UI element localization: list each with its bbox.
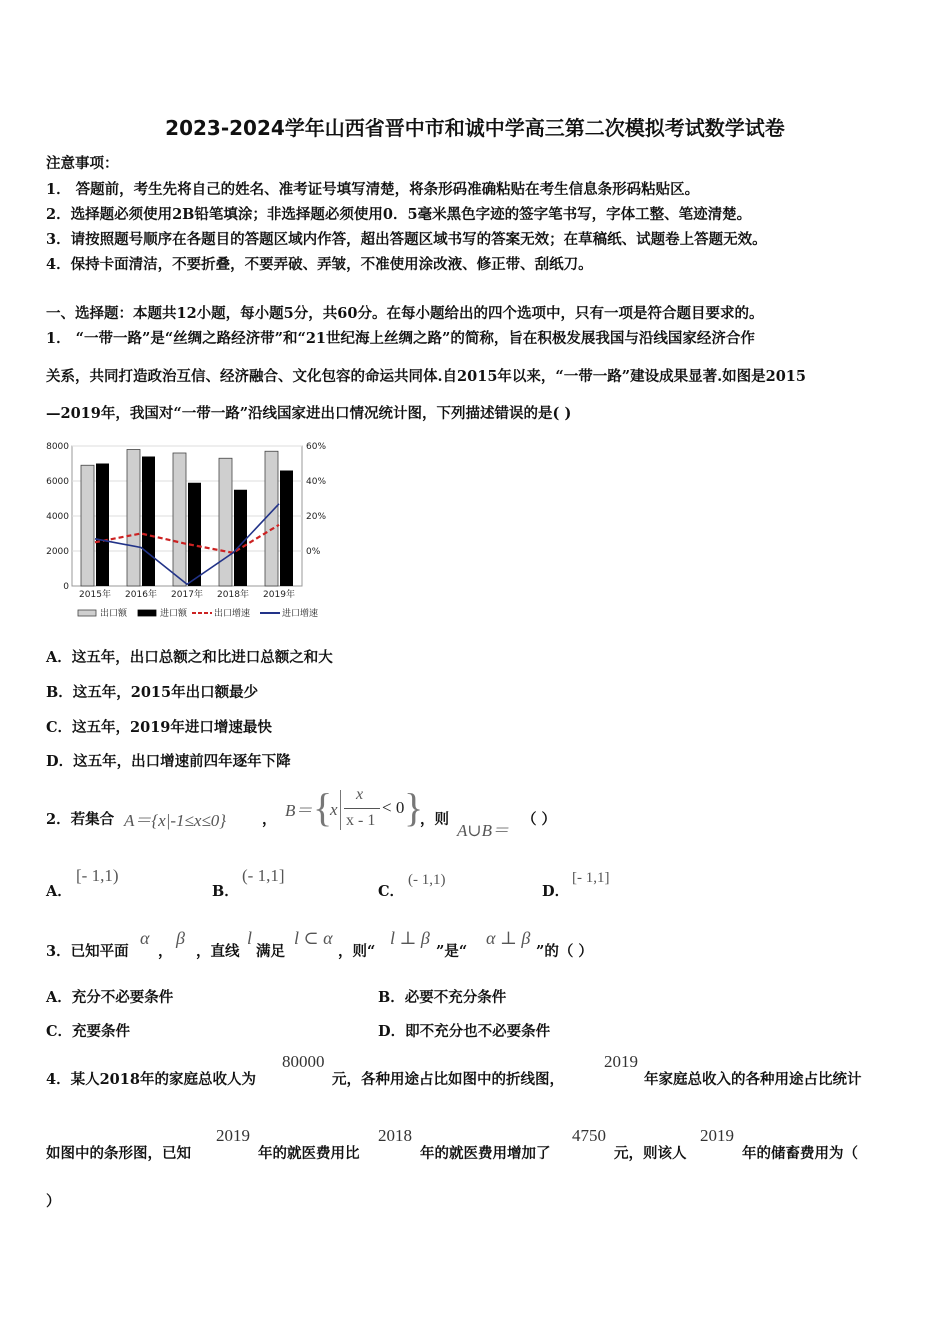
q2-frac-num: x [356, 786, 364, 803]
q3-alpha: α [140, 928, 150, 948]
q2-bar [340, 790, 341, 830]
q3-option-b[interactable]: B．必要不充分条件 [378, 989, 507, 1006]
category-label: 2015年 [79, 590, 111, 600]
notice-item: 2．选择题必须使用2B铅笔填涂；非选择题必须使用0．5毫米黑色字迹的签字笔书写，字体工整、笔迹清楚。 [46, 206, 752, 223]
q3-cond3: α ⊥ β [486, 928, 531, 948]
q3-part1: 3．已知平面 [46, 943, 129, 960]
legend-label: 出口额 [100, 609, 128, 619]
notice-heading: 注意事项： [46, 155, 119, 172]
q2-option-b-value[interactable]: (- 1,1] [242, 866, 285, 885]
q2-set-b-label: B＝ [285, 801, 313, 820]
q2-option-c-label[interactable]: C． [378, 883, 405, 900]
import-bar [96, 464, 109, 587]
q4-line1-part2: 元，各种用途占比如图中的折线图， [332, 1071, 564, 1088]
notice-item: 1． 答题前，考生先将自己的姓名、准考证号填写清楚，将条形码准确粘贴在考生信息条形码粘贴区。 [46, 181, 700, 198]
q3-part3: ，直线 [196, 943, 240, 960]
q2-union: A∪B＝ [457, 821, 510, 840]
right-tick-label: 0% [306, 547, 321, 557]
legend-label: 进口额 [160, 609, 188, 619]
left-tick-label: 8000 [46, 442, 69, 452]
q4-line1-part1: 4．某人2018年的家庭总收人为 [46, 1071, 256, 1088]
q2-prefix: 2．若集合 [46, 811, 115, 828]
q2-comma: ， [262, 811, 277, 828]
legend-label: 进口增速 [282, 609, 319, 619]
q3-part7: ”的（ ） [536, 943, 593, 960]
q4-line2-part2: 年的就医费用比 [258, 1145, 360, 1162]
q3-part2: ， [158, 943, 173, 960]
notice-item: 4．保持卡面清洁，不要折叠，不要弄破、弄皱，不准使用涂改液、修正带、刮纸刀。 [46, 256, 593, 273]
q2-option-a-value[interactable]: [- 1,1) [76, 866, 119, 885]
q4-line2-part1: 如图中的条形图，已知 [46, 1145, 191, 1162]
q2-brace-left: { [313, 785, 333, 830]
legend-label: 出口增速 [214, 609, 251, 619]
category-label: 2019年 [263, 590, 295, 600]
q3-option-a[interactable]: A．充分不必要条件 [46, 989, 174, 1006]
q4-line2-part5: 年的储畜费用为（ [742, 1145, 858, 1162]
import-bar [142, 457, 155, 587]
q1-option-d[interactable]: D．这五年，出口增速前四年逐年下降 [46, 753, 291, 770]
q3-part5: ，则“ [338, 943, 376, 960]
q3-cond2: l ⊥ β [390, 928, 430, 948]
legend-swatch [138, 610, 156, 616]
q2-option-c-value[interactable]: (- 1,1) [408, 872, 446, 888]
q4-year: 2019 [700, 1126, 734, 1145]
q2-option-d-value[interactable]: [- 1,1] [572, 870, 610, 886]
export-bar [219, 458, 232, 586]
q2-option-b-label[interactable]: B． [212, 883, 239, 900]
q2-frac-line [344, 808, 380, 809]
q4-year: 2018 [378, 1126, 412, 1145]
trade-chart [40, 436, 350, 626]
q3-option-d[interactable]: D．即不充分也不必要条件 [378, 1023, 551, 1040]
q1-stem-line3: —2019年，我国对“一带一路”沿线国家进出口情况统计图，下列描述错误的是( ) [46, 405, 572, 422]
q4-line2-part4: 元，则该人 [614, 1145, 687, 1162]
page-title: 2023-2024学年山西省晋中市和诚中学高三第二次模拟考试数学试卷 [165, 116, 785, 140]
q4-line3: ） [46, 1193, 61, 1210]
q2-option-a-label[interactable]: A． [46, 883, 72, 900]
q2-brace-right: } [404, 785, 424, 830]
category-label: 2017年 [171, 590, 203, 600]
q4-year: 2019 [604, 1052, 638, 1071]
q4-number-income: 80000 [282, 1052, 325, 1071]
export-bar [127, 450, 140, 587]
left-tick-label: 6000 [46, 477, 69, 487]
q3-cond1: l ⊂ α [294, 928, 333, 948]
q4-line2-part3: 年的就医费用增加了 [420, 1145, 551, 1162]
section-heading: 一、选择题：本题共12小题，每小题5分，共60分。在每小题给出的四个选项中，只有一项是符合题目要求的。 [46, 305, 764, 322]
left-tick-label: 2000 [46, 547, 69, 557]
q1-stem-line2: 关系，共同打造政治互信、经济融合、文化包容的命运共同体.自2015年以来，“一带一路”建设成果显著.如图是2015 [46, 368, 806, 385]
legend-swatch [78, 610, 96, 616]
right-tick-label: 60% [306, 442, 327, 452]
q4-line1-part3: 年家庭总收入的各种用途占比统计 [644, 1071, 862, 1088]
q1-option-a[interactable]: A．这五年，出口总额之和比进口总额之和大 [46, 649, 333, 666]
import-bar [188, 483, 201, 586]
import-bar [280, 471, 293, 587]
q3-l: l [247, 928, 253, 948]
q3-part4: 满足 [256, 943, 285, 960]
q1-stem-line1: 1． “一带一路”是“丝绸之路经济带”和“21世纪海上丝绸之路”的简称，旨在积极发展我国与沿线国家经济合作 [46, 330, 755, 347]
category-label: 2016年 [125, 590, 157, 600]
q4-number-increase: 4750 [572, 1126, 606, 1145]
q1-option-b[interactable]: B．这五年，2015年出口额最少 [46, 684, 259, 701]
category-label: 2018年 [217, 590, 249, 600]
q3-beta: β [176, 928, 185, 948]
right-tick-label: 20% [306, 512, 327, 522]
q2-paren: （ ） [522, 811, 557, 828]
q2-relation: < 0 [382, 798, 405, 817]
q1-option-c[interactable]: C．这五年，2019年进口增速最快 [46, 719, 272, 736]
q3-part6: ”是“ [436, 943, 468, 960]
q2-frac-den: x - 1 [346, 812, 376, 829]
q2-option-d-label[interactable]: D． [542, 883, 570, 900]
export-bar [265, 451, 278, 586]
import-bar [234, 490, 247, 586]
export-bar [173, 453, 186, 586]
right-tick-label: 40% [306, 477, 327, 487]
q2-then: ，则 [420, 811, 449, 828]
q2-set-b-var: x [330, 800, 338, 819]
q4-year: 2019 [216, 1126, 250, 1145]
left-tick-label: 0 [63, 582, 69, 592]
export-bar [81, 465, 94, 586]
left-tick-label: 4000 [46, 512, 69, 522]
notice-item: 3．请按照题号顺序在各题目的答题区域内作答，超出答题区域书写的答案无效；在草稿纸、试题卷上答题无效。 [46, 231, 767, 248]
q2-set-a: A＝{x|-1≤x≤0} [124, 811, 227, 830]
q3-option-c[interactable]: C．充要条件 [46, 1023, 131, 1040]
chart-legend [78, 607, 318, 619]
